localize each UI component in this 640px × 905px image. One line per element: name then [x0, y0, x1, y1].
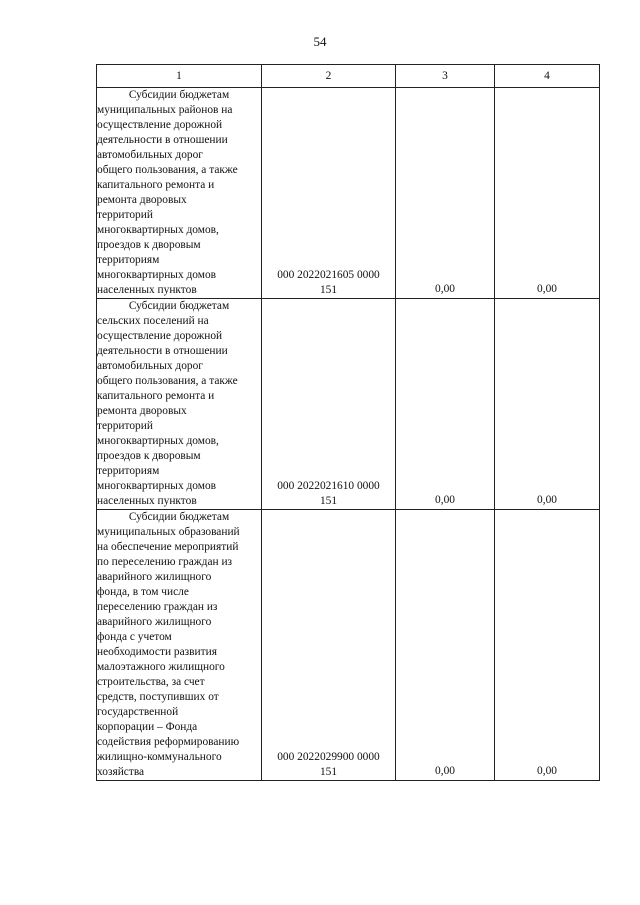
income-name-line: переселению граждан из [97, 601, 218, 613]
income-name-line: жилищно-коммунального [97, 751, 222, 763]
income-name-line: Субсидии бюджетам [128, 511, 230, 523]
income-name-line: фонда, в том числе [97, 586, 189, 598]
income-name-line: территориям [97, 254, 160, 266]
income-name-line: строительства, за счет [97, 676, 205, 688]
budget-code-cell [262, 88, 396, 299]
income-name-line: территорий [97, 209, 153, 221]
column-header-2: 2 [262, 65, 396, 88]
income-name-line: содействия реформированию [97, 736, 240, 748]
income-name-line: многоквартирных домов [97, 269, 217, 281]
column-header-1: 1 [97, 65, 262, 88]
income-name-line: осуществление дорожной [97, 119, 223, 131]
income-name-line: территориям [97, 465, 160, 477]
income-name-line: населенных пунктов [97, 284, 197, 296]
income-name-cell [97, 510, 262, 781]
income-name-line: общего пользования, а также [97, 164, 238, 176]
amount-cell-col4 [495, 88, 600, 299]
income-name-line: многоквартирных домов, [97, 435, 219, 447]
budget-code-line: 000 2022021610 0000 [277, 480, 380, 492]
budget-code-cell [262, 299, 396, 510]
budget-code-line: 000 2022021605 0000 [277, 269, 380, 281]
income-name-line: многоквартирных домов, [97, 224, 219, 236]
income-name-line: ремонта дворовых [97, 194, 187, 206]
income-name-line: Субсидии бюджетам [128, 89, 230, 101]
income-name-line: населенных пунктов [97, 495, 197, 507]
amount-cell-col3 [396, 510, 495, 781]
income-name-line: фонда с учетом [97, 631, 172, 643]
amount-cell-col4 [495, 510, 600, 781]
table-header-row [97, 65, 600, 88]
income-name-line: государственной [97, 706, 179, 718]
column-header-4: 4 [495, 65, 600, 88]
income-name-line: капитального ремонта и [97, 179, 215, 191]
income-name-line: муниципальных образований [97, 526, 240, 538]
income-name-cell [97, 88, 262, 299]
table-row [97, 299, 600, 510]
amount-value: 0,00 [435, 765, 455, 777]
amount-cell-col3 [396, 88, 495, 299]
income-name-line: корпорации – Фонда [97, 721, 198, 733]
income-name-line: территорий [97, 420, 153, 432]
amount-value: 0,00 [435, 283, 455, 295]
income-name-line: на обеспечение мероприятий [97, 541, 239, 553]
income-name-line: проездов к дворовым [97, 450, 201, 462]
budget-table [96, 64, 600, 781]
income-name-line: аварийного жилищного [97, 616, 212, 628]
income-name-cell [97, 299, 262, 510]
income-name-line: автомобильных дорог [97, 149, 203, 161]
income-name-line: по переселению граждан из [97, 556, 233, 568]
income-name-line: сельских поселений на [97, 315, 209, 327]
budget-code-cell [262, 510, 396, 781]
income-name-line: автомобильных дорог [97, 360, 203, 372]
income-name-line: необходимости развития [97, 646, 217, 658]
column-header-3: 3 [396, 65, 495, 88]
income-name-line: деятельности в отношении [97, 345, 228, 357]
page-number: 54 [313, 34, 327, 49]
income-name-line: деятельности в отношении [97, 134, 228, 146]
amount-cell-col4 [495, 299, 600, 510]
income-name-line: аварийного жилищного [97, 571, 212, 583]
amount-value: 0,00 [435, 494, 455, 506]
table-row [97, 88, 600, 299]
income-name-line: общего пользования, а также [97, 375, 238, 387]
income-name-line: муниципальных районов на [97, 104, 233, 116]
budget-code-line: 151 [319, 495, 338, 507]
amount-value: 0,00 [537, 494, 557, 506]
income-name-line: хозяйства [97, 766, 145, 778]
amount-value: 0,00 [537, 283, 557, 295]
amount-value: 0,00 [537, 765, 557, 777]
budget-code-line: 151 [319, 766, 338, 778]
budget-code-line: 151 [319, 284, 338, 296]
income-name-line: проездов к дворовым [97, 239, 201, 251]
income-name-line: ремонта дворовых [97, 405, 187, 417]
income-name-line: средств, поступивших от [97, 691, 219, 703]
budget-code-line: 000 2022029900 0000 [277, 751, 380, 763]
table-row [97, 510, 600, 781]
amount-cell-col3 [396, 299, 495, 510]
income-name-line: осуществление дорожной [97, 330, 223, 342]
income-name-line: капитального ремонта и [97, 390, 215, 402]
income-name-line: малоэтажного жилищного [97, 661, 225, 673]
income-name-line: Субсидии бюджетам [128, 300, 230, 312]
income-name-line: многоквартирных домов [97, 480, 217, 492]
